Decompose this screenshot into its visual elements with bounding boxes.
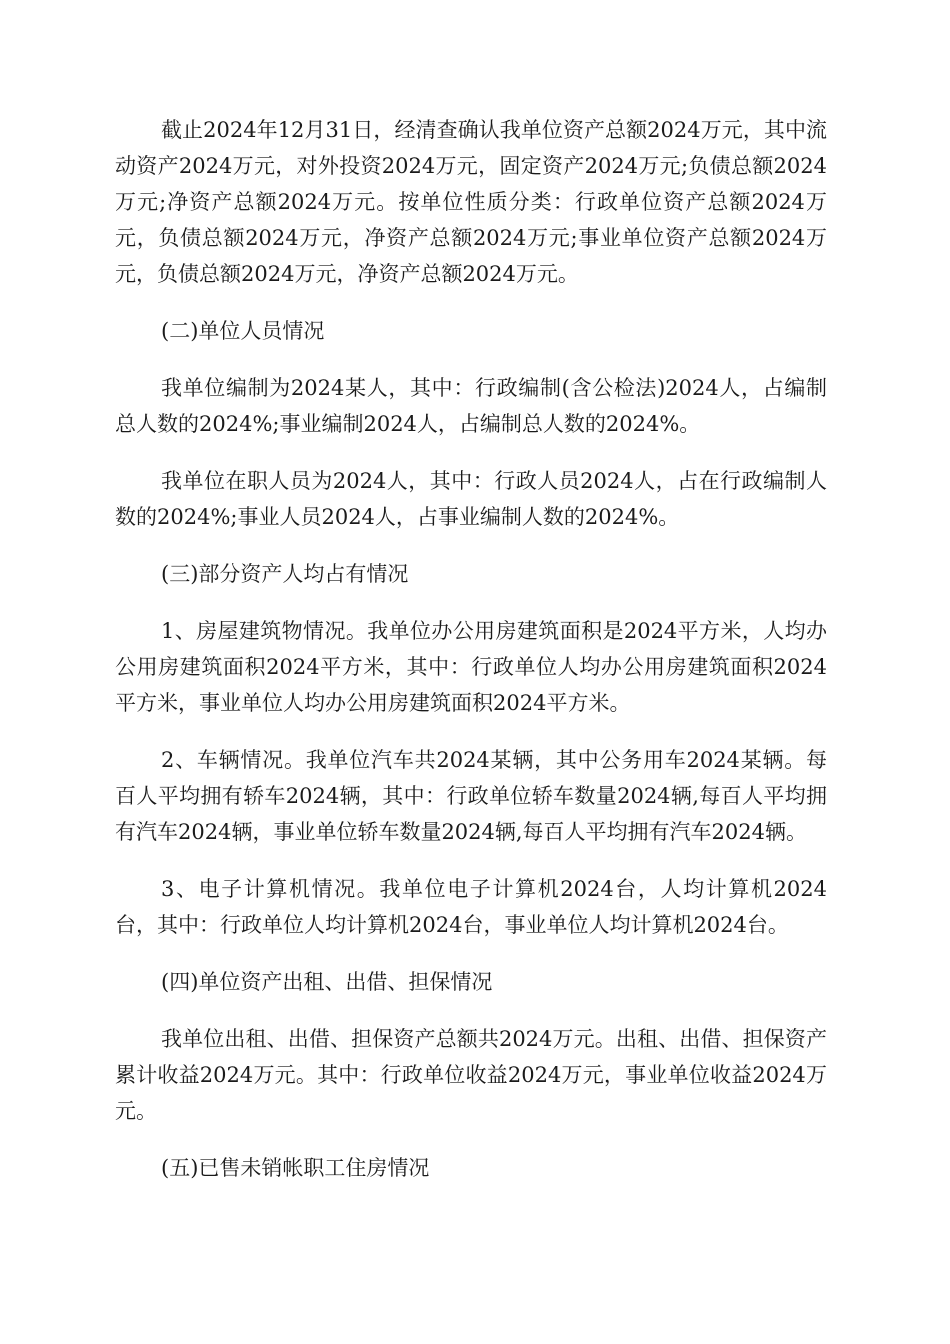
section-heading-personnel: (二)单位人员情况 — [161, 319, 325, 343]
paragraph-buildings: 1、房屋建筑物情况。我单位办公用房建筑面积是2024平方米，人均办公用房建筑面积2024平方米，其中：行政单位人均办公用房建筑面积2024平方米，事业单位人均办公用房建筑面积2024平方米。 — [115, 619, 827, 715]
paragraph-staffing-quota: 我单位编制为2024某人，其中：行政编制(含公检法)2024人，占编制总人数的2024%;事业编制2024人，占编制总人数的2024%。 — [115, 376, 827, 436]
document-page — [115, 112, 827, 1207]
section-heading-housing: (五)已售未销帐职工住房情况 — [161, 1156, 430, 1180]
section-heading-per-capita-assets: (三)部分资产人均占有情况 — [161, 562, 409, 586]
paragraph-active-staff: 我单位在职人员为2024人，其中：行政人员2024人，占在行政编制人数的2024%;事业人员2024人，占事业编制人数的2024%。 — [115, 469, 827, 529]
paragraph-leasing: 我单位出租、出借、担保资产总额共2024万元。出租、出借、担保资产累计收益2024万元。其中：行政单位收益2024万元，事业单位收益2024万元。 — [115, 1027, 827, 1123]
paragraph-asset-totals: 截止2024年12月31日，经清查确认我单位资产总额2024万元，其中流动资产2024万元，对外投资2024万元，固定资产2024万元;负债总额2024万元;净资产总额2024万元。按单位性质分类：行政单位资产总额2024万元，负债总额2024万元，净资产总额2024万元;事业单位资产总额2024万元，负债总额2024万元，净资产总额2024万元。 — [115, 118, 827, 286]
paragraph-vehicles: 2、车辆情况。我单位汽车共2024某辆，其中公务用车2024某辆。每百人平均拥有轿车2024辆，其中：行政单位轿车数量2024辆,每百人平均拥有汽车2024辆，事业单位轿车数量2024辆,每百人平均拥有汽车2024辆。 — [115, 748, 827, 844]
section-heading-leasing: (四)单位资产出租、出借、担保情况 — [161, 970, 493, 994]
paragraph-computers: 3、电子计算机情况。我单位电子计算机2024台，人均计算机2024台，其中：行政单位人均计算机2024台，事业单位人均计算机2024台。 — [115, 877, 827, 937]
